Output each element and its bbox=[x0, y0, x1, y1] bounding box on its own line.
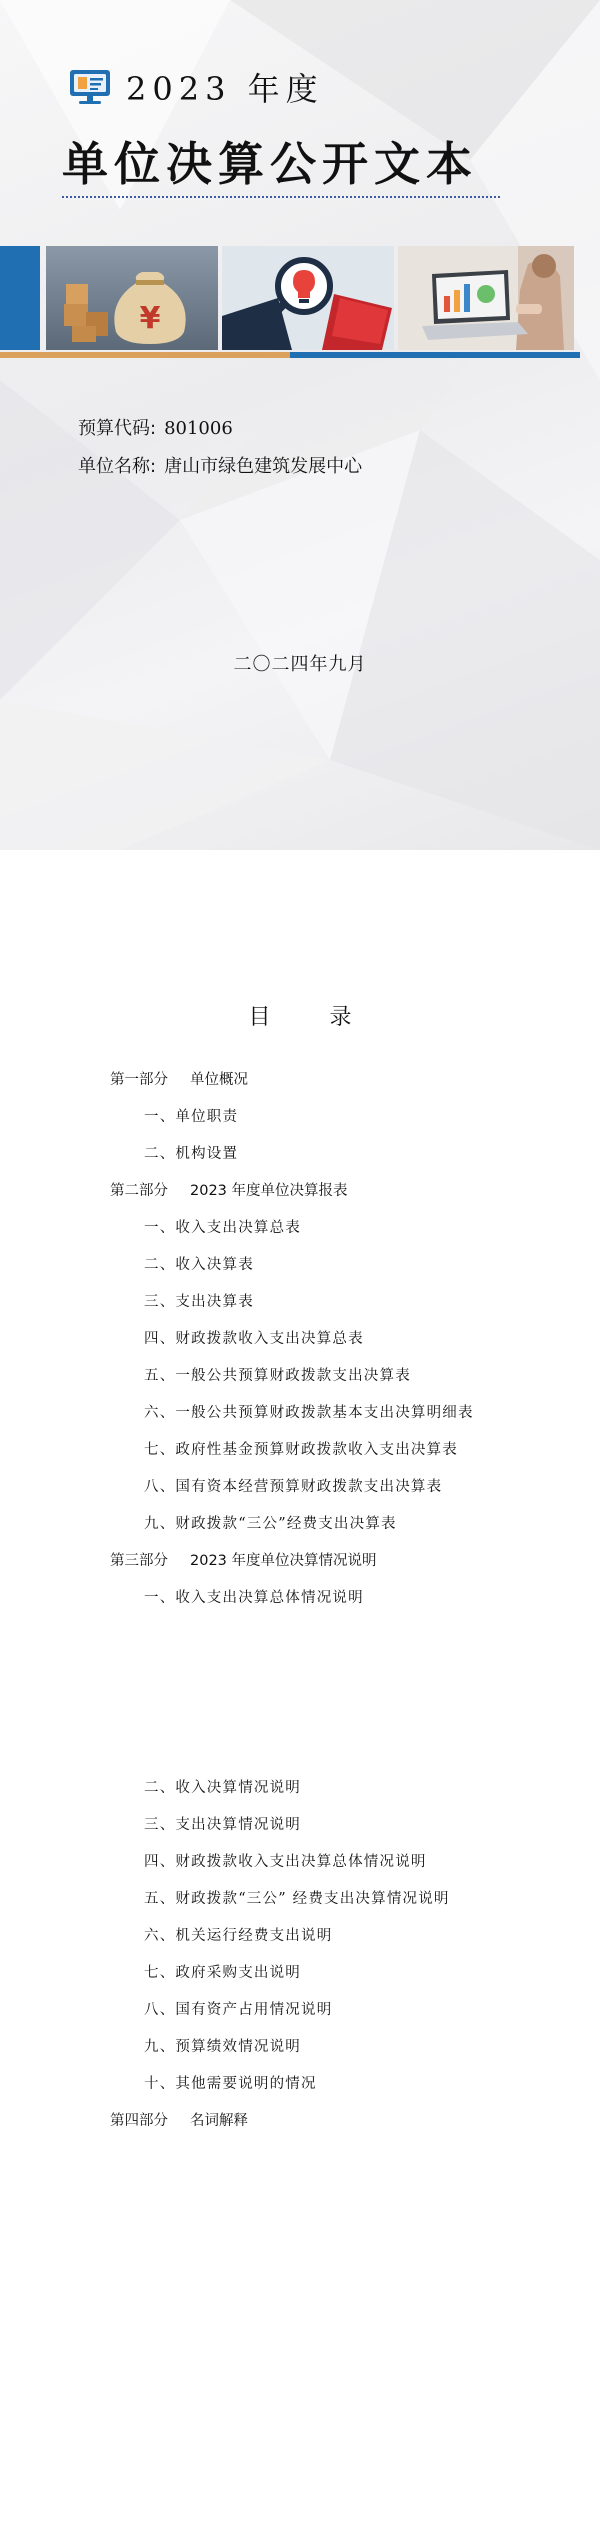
photo-magnifier-idea bbox=[222, 246, 394, 350]
unit-name-row bbox=[78, 452, 362, 478]
toc-item[interactable]: 一、单位职责 bbox=[144, 1109, 239, 1125]
toc-item[interactable]: 一、收入支出决算总体情况说明 bbox=[144, 1590, 364, 1606]
toc-item[interactable]: 四、财政拨款收入支出决算总体情况说明 bbox=[144, 1854, 427, 1870]
photo-banner bbox=[0, 246, 600, 360]
toc-item[interactable]: 八、国有资产占用情况说明 bbox=[144, 2002, 333, 2018]
toc-item[interactable]: 四、财政拨款收入支出决算总表 bbox=[144, 1331, 364, 1347]
unit-name-label: 单位名称: bbox=[78, 456, 157, 477]
toc-item[interactable]: 七、政府采购支出说明 bbox=[144, 1965, 301, 1981]
monitor-icon bbox=[68, 67, 112, 107]
toc-part-number: 第四部分 bbox=[110, 2113, 168, 2129]
year-title: 2023 年度 bbox=[126, 70, 324, 108]
toc-item[interactable]: 九、财政拨款“三公”经费支出决算表 bbox=[144, 1516, 397, 1532]
toc-item[interactable]: 八、国有资本经营预算财政拨款支出决算表 bbox=[144, 1479, 443, 1495]
cover-page bbox=[0, 0, 600, 850]
toc-part-2[interactable] bbox=[110, 1181, 348, 1201]
banner-blue-block bbox=[0, 246, 40, 350]
budget-code-value: 801006 bbox=[164, 418, 233, 439]
photo-money-bag bbox=[46, 246, 218, 350]
title-dotted-divider bbox=[62, 196, 500, 198]
toc-part-title: 名词解释 bbox=[190, 2113, 248, 2129]
toc-part-number: 第二部分 bbox=[110, 1183, 168, 1199]
toc-item[interactable]: 七、政府性基金预算财政拨款收入支出决算表 bbox=[144, 1442, 458, 1458]
toc-item[interactable]: 二、机构设置 bbox=[144, 1146, 239, 1162]
main-title: 单位决算公开文本 bbox=[62, 137, 478, 191]
toc-part-4[interactable] bbox=[110, 2111, 248, 2131]
toc-item[interactable]: 九、预算绩效情况说明 bbox=[144, 2039, 301, 2055]
toc-item[interactable]: 十、其他需要说明的情况 bbox=[144, 2076, 317, 2092]
toc-part-number: 第三部分 bbox=[110, 1553, 168, 1569]
toc-part-title: 2023 年度单位决算报表 bbox=[190, 1183, 348, 1199]
toc-part-1[interactable] bbox=[110, 1070, 248, 1090]
banner-blue-bar bbox=[290, 352, 580, 358]
year-heading bbox=[68, 62, 324, 112]
toc-item[interactable]: 二、收入决算表 bbox=[144, 1257, 254, 1273]
toc-title: 目 录 bbox=[248, 1005, 378, 1030]
toc-item[interactable]: 三、支出决算情况说明 bbox=[144, 1817, 301, 1833]
photo-laptop-analytics bbox=[398, 246, 574, 350]
toc-item[interactable]: 五、财政拨款“三公” 经费支出决算情况说明 bbox=[144, 1891, 450, 1907]
toc-item[interactable]: 二、收入决算情况说明 bbox=[144, 1780, 301, 1796]
toc-part-title: 2023 年度单位决算情况说明 bbox=[190, 1553, 377, 1569]
unit-name-value: 唐山市绿色建筑发展中心 bbox=[164, 456, 363, 477]
photo-yen-symbol: ¥ bbox=[139, 301, 161, 336]
toc-part-3[interactable] bbox=[110, 1551, 377, 1571]
cover-date: 二〇二四年九月 bbox=[233, 654, 367, 675]
budget-code-row bbox=[78, 414, 233, 440]
toc-item[interactable]: 一、收入支出决算总表 bbox=[144, 1220, 301, 1236]
toc-part-number: 第一部分 bbox=[110, 1072, 168, 1088]
budget-code-label: 预算代码: bbox=[78, 418, 157, 439]
toc-part-title: 单位概况 bbox=[190, 1072, 248, 1088]
banner-orange-bar bbox=[0, 352, 290, 358]
toc-item[interactable]: 六、一般公共预算财政拨款基本支出决算明细表 bbox=[144, 1405, 474, 1421]
toc-item[interactable]: 三、支出决算表 bbox=[144, 1294, 254, 1310]
toc-item[interactable]: 六、机关运行经费支出说明 bbox=[144, 1928, 333, 1944]
toc-item[interactable]: 五、一般公共预算财政拨款支出决算表 bbox=[144, 1368, 411, 1384]
